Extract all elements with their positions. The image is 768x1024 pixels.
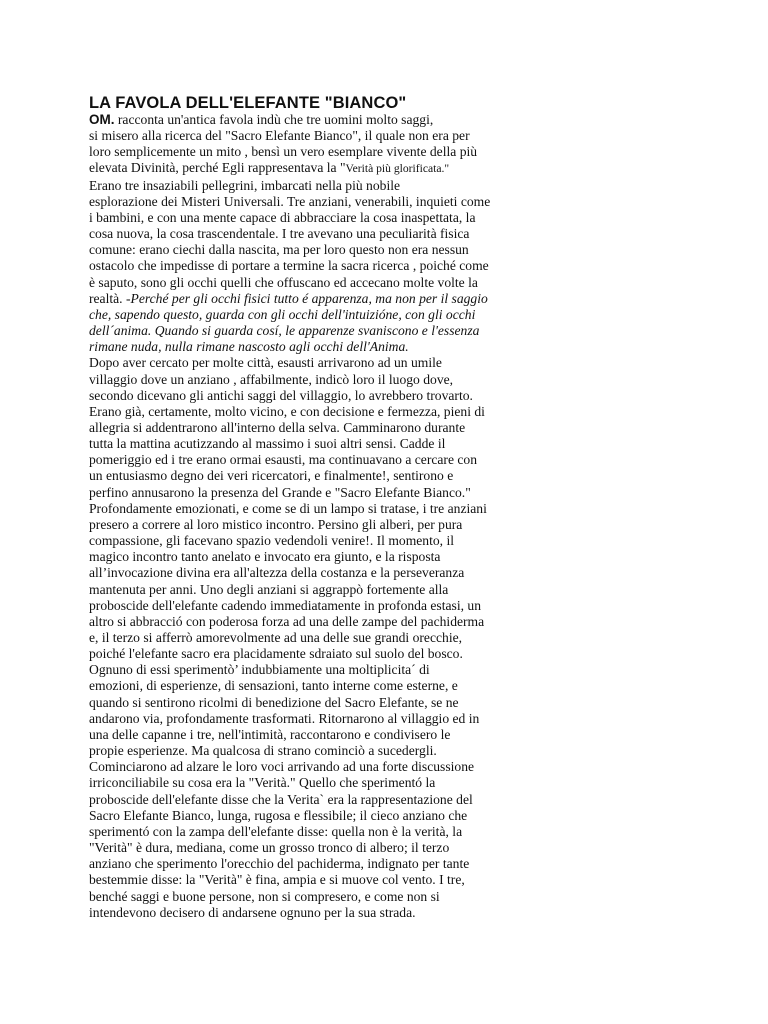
text-line-start: elevata Divinità, perché Egli rappresentava la ": [89, 160, 346, 176]
italic-line: rimane nuda, nulla rimane nascosto agli occhi dell'Anima.: [89, 339, 409, 355]
text-line: poiché l'elefante sacro era placidamente sdraiato sul suolo del bosco.: [89, 646, 463, 662]
text-line: un entusiasmo degno dei veri ricercatori, e finalmente!, sentirono e: [89, 468, 454, 484]
text-line: i bambini, e con una mente capace di abbracciare la cosa inaspettata, la: [89, 209, 476, 225]
document-page: [89, 94, 489, 921]
text-line: allegria si addentrarono all'interno della selva. Camminarono durante: [89, 419, 466, 435]
document-body: [89, 112, 489, 921]
text-line: compassione, gli facevano spazio vedendoli venire!. Il momento, il: [89, 533, 455, 549]
om-lead: OM.: [89, 112, 115, 127]
text-line: è saputo, sono gli occhi quelli che offuscano ed accecano molte volte la: [89, 274, 478, 290]
text-line: villaggio dove un anziano , affabilmente, indicò loro il luogo dove,: [89, 371, 454, 387]
text-line: benché saggi e buone persone, non si compresero, e come non si: [89, 888, 440, 904]
text-line: propie esperienze. Ma qualcosa di strano cominciò a sucedergli.: [89, 743, 437, 759]
small-quote: Verità più glorificata.": [345, 162, 450, 176]
text-line: bestemmie disse: la "Verità" è fina, ampia e si muove col vento. I tre,: [89, 872, 465, 888]
text-line: Erano tre insaziabili pellegrini, imbarcati nella più nobile: [89, 177, 401, 193]
mixed-line: [89, 291, 489, 307]
text-line: loro semplicemente un mito , bensì un vero esemplare vivente della più: [89, 144, 478, 160]
text-line: magico incontro tanto anelato e invocato era giunto, e la risposta: [89, 549, 441, 565]
text-line: Ognuno di essi sperimentò’ indubbiamente una moltiplicita´ di: [89, 662, 430, 678]
text-line: una delle capanne i tre, nell'intimità, raccontarono e condivisero le: [89, 726, 451, 742]
text-line: all’invocazione divina era all'altezza della costanza e la perseveranza: [89, 565, 465, 581]
mixed-line-italic: Perché per gli occhi fisici tutto é apparenza, ma non per il saggio: [130, 290, 488, 306]
text-line: quando si sentirono ricolmi di benedizione del Sacro Elefante, se ne: [89, 694, 459, 710]
text-line: anziano che sperimento l'orecchio del pachiderma, indignato per tante: [89, 856, 470, 872]
mixed-line-normal: realtà. -: [89, 290, 131, 306]
text-line: cosa nuova, la cosa trascendentale. I tre avevano una peculiarità fisica: [89, 226, 470, 242]
text-line: Cominciarono ad alzare le loro voci arrivando ad una forte discussione: [89, 759, 475, 775]
text-line: irriconciliabile su cosa era la "Verità." Quello che sperimentó la: [89, 775, 436, 791]
text-line: andarono via, profondamente trasformati. Ritornarono al villaggio ed in: [89, 710, 480, 726]
text-line: e, il terzo si afferrò amorevolmente ad una delle sue grandi orecchie,: [89, 630, 463, 645]
first-line: [89, 112, 489, 128]
text-line: Dopo aver cercato per molte città, esausti arrivarono ad un umile: [89, 355, 442, 371]
text-line: sperimentó con la zampa dell'elefante disse: quella non è la verità, la: [89, 823, 463, 839]
italic-line: dell´anima. Quando si guarda cosí, le apparenze svaniscono e l'essenza: [89, 323, 480, 339]
text-line: perfino annusarono la presenza del Grande e "Sacro Elefante Bianco.": [89, 484, 471, 500]
text-line: proboscide dell'elefante disse che la Verita` era la rappresentazione del: [89, 791, 473, 807]
text-line: si misero alla ricerca del "Sacro Elefante Bianco", il quale non era per: [89, 128, 470, 144]
text-line: mantenuta per anni. Uno degli anziani si aggrappò fortemente alla: [89, 581, 449, 597]
document-title: LA FAVOLA DELL'ELEFANTE "BIANCO": [89, 94, 407, 112]
text-line: tutta la mattina acutizzando al massimo i suoi altri sensi. Cadde il: [89, 436, 446, 452]
text-line: Erano già, certamente, molto vicino, e con decisione e fermezza, pieni di: [89, 403, 485, 419]
text-line: secondo dicevano gli antichi saggi del villaggio, lo avrebbero trovarto.: [89, 387, 473, 403]
text-line: Sacro Elefante Bianco, lunga, rugosa e flessibile; il cieco anziano che: [89, 807, 468, 823]
text-line: pomeriggio ed i tre erano ormai esausti, ma continuavano a cercare con: [89, 452, 478, 468]
text-line: ostacolo che impedisse di portare a termine la sacra ricerca , poiché come: [89, 258, 489, 274]
text-line: emozioni, di esperienze, di sensazioni, tanto interne come esterne, e: [89, 678, 458, 694]
text-line: proboscide dell'elefante cadendo immediatamente in profonda estasi, un: [89, 597, 481, 613]
text-line: presero a correre al loro mistico incontro. Persino gli alberi, per pura: [89, 516, 463, 532]
italic-line: che, sapendo questo, guarda con gli occhi dell'intuizióne, con gli occhi: [89, 306, 476, 322]
text-line: Profondamente emozionati, e come se di un lampo si tratase, i tre anziani: [89, 500, 487, 516]
text-line: intendevono decisero di andarsene ognuno per la sua strada.: [89, 904, 416, 920]
text-line: comune: erano ciechi dalla nascita, ma per loro questo non era nessun: [89, 242, 469, 258]
text-line: "Verità" è dura, mediana, come un grosso tronco di albero; il terzo: [89, 840, 450, 856]
first-line-text: racconta un'antica favola indù che tre uomini molto saggi,: [114, 112, 434, 127]
text-line: altro si abbracció con poderosa forza ad una delle zampe del pachiderma: [89, 613, 485, 629]
text-line: [89, 160, 489, 177]
text-line: esplorazione dei Misteri Universali. Tre anziani, venerabili, inquieti come: [89, 193, 491, 209]
